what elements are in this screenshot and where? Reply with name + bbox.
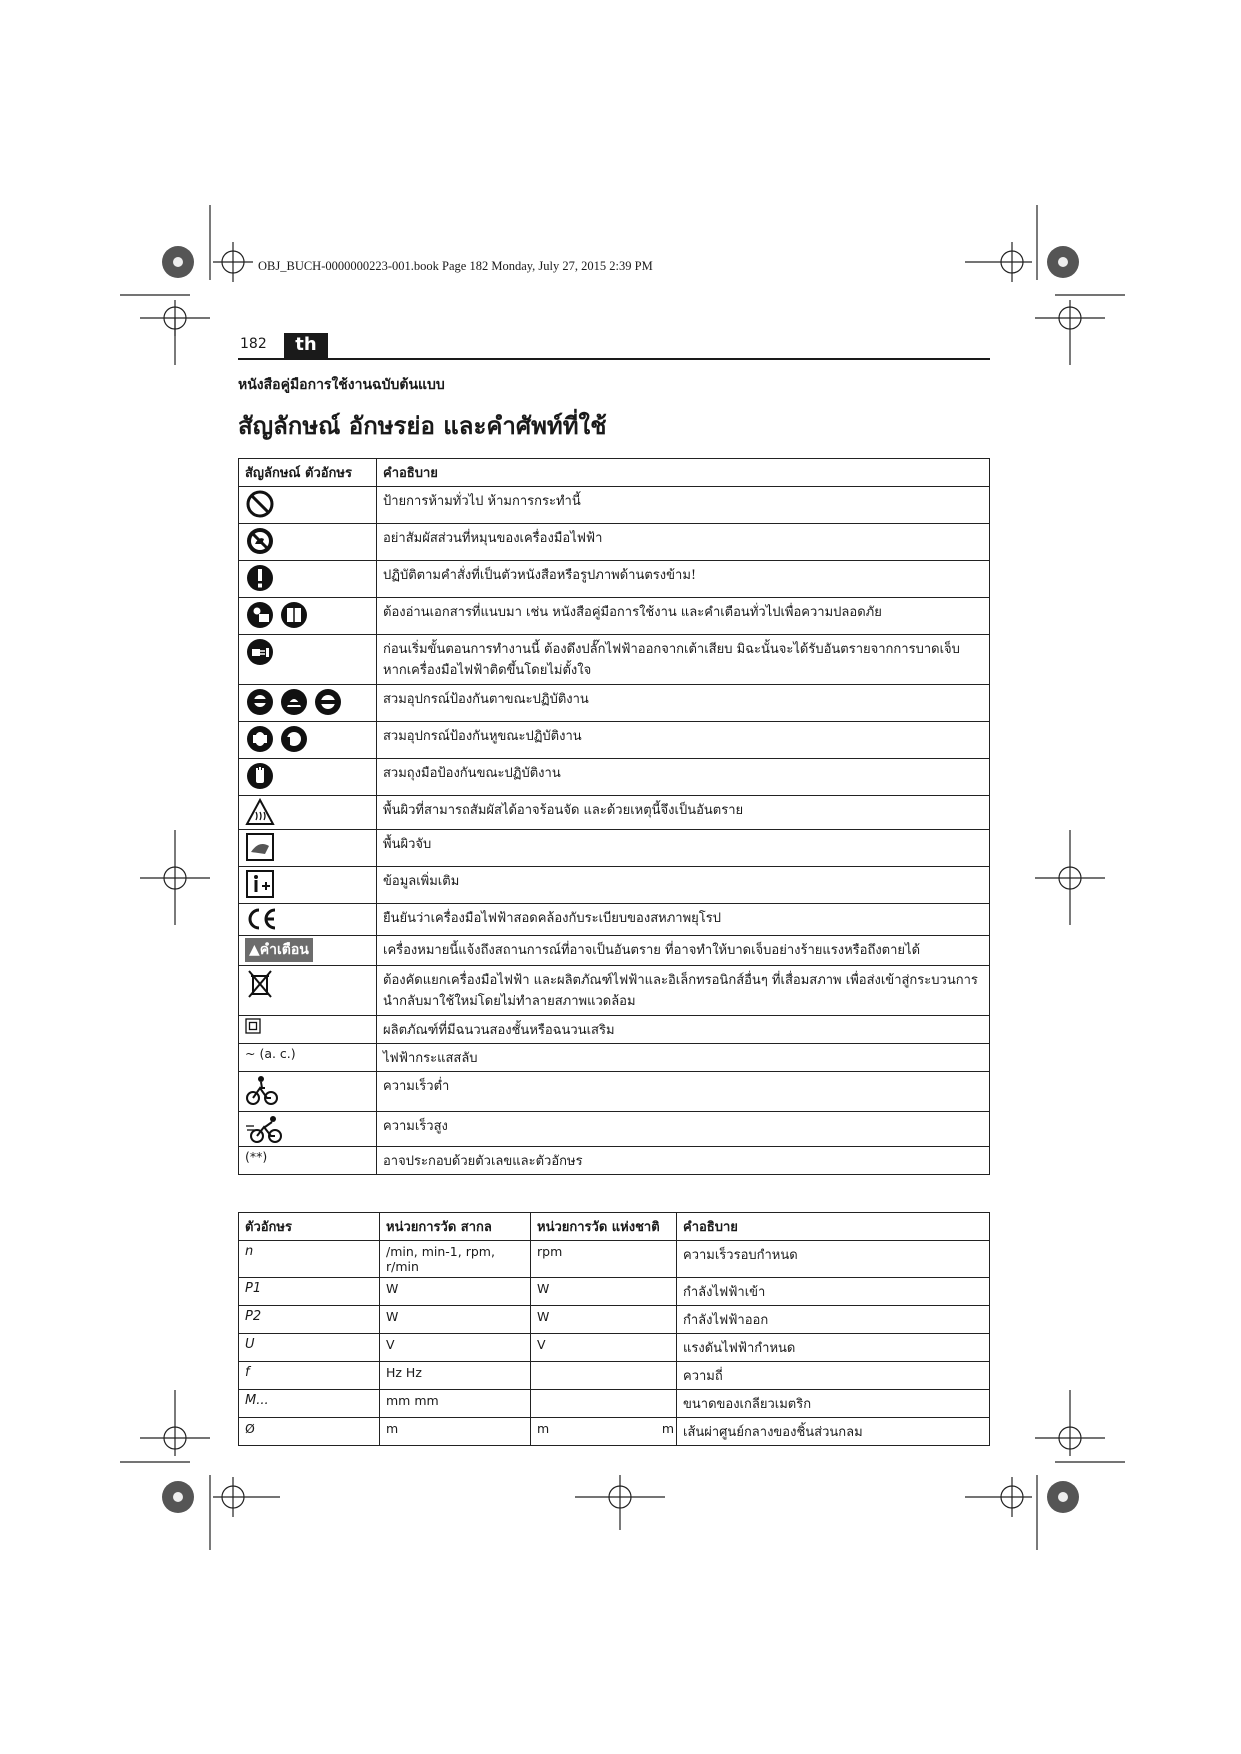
- prohibition-icon: [245, 489, 275, 519]
- no-touch-rotating-icon: [245, 526, 275, 556]
- symbol-description: สวมอุปกรณ์ป้องกันหูขณะปฏิบัติงาน: [377, 722, 990, 759]
- table-row: [239, 796, 990, 830]
- unit-description: กำลังไฟฟ้าออก: [677, 1306, 990, 1334]
- table-row: [239, 1147, 990, 1175]
- unplug-icon: [245, 637, 275, 667]
- table-row: [239, 487, 990, 524]
- table-row: [239, 867, 990, 904]
- si-unit: W: [380, 1278, 531, 1306]
- page-title: สัญลักษณ์ อักษรย่อ และคำศัพท์ที่ใช้: [238, 411, 607, 440]
- symbol-description: ยืนยันว่าเครื่องมือไฟฟ้าสอดคล้องกับระเบียบของสหภาพยุโรป: [377, 904, 990, 936]
- symbol-description: อาจประกอบด้วยตัวเลขและตัวอักษร: [377, 1147, 990, 1175]
- unit-symbol: P2: [239, 1306, 380, 1334]
- unit-symbol: Ø: [239, 1418, 380, 1446]
- national-unit: V: [531, 1334, 677, 1362]
- table-header-row: [239, 459, 990, 487]
- table-row: [239, 1016, 990, 1044]
- symbol-description: สวมอุปกรณ์ป้องกันตาขณะปฏิบัติงาน: [377, 685, 990, 722]
- symbol-description: ปฏิบัติตามคำสั่งที่เป็นตัวหนังสือหรือรูปภาพด้านตรงข้าม!: [377, 561, 990, 598]
- column-header: คำอธิบาย: [377, 459, 990, 487]
- si-unit: V: [380, 1334, 531, 1362]
- print-slug: OBJ_BUCH-0000000223-001.book Page 182 Monday, July 27, 2015 2:39 PM: [258, 259, 653, 273]
- column-header: สัญลักษณ์ ตัวอักษร: [239, 459, 377, 487]
- si-unit: mm mm: [380, 1390, 531, 1418]
- gloves-icon: [245, 761, 275, 791]
- symbols-table: [238, 458, 990, 1175]
- table-row: [239, 1044, 990, 1072]
- ce-mark-icon: [245, 906, 279, 932]
- symbol-description: ต้องอ่านเอกสารที่แนบมา เช่น หนังสือคู่มือการใช้งาน และคำเตือนทั่วไปเพื่อความปลอดภัย: [377, 598, 990, 635]
- hot-surface-icon: [245, 798, 275, 826]
- symbol-description: อย่าสัมผัสส่วนที่หมุนของเครื่องมือไฟฟ้า: [377, 524, 990, 561]
- grip-surface-icon: [245, 832, 275, 862]
- table-row: [239, 598, 990, 635]
- warning-badge-text: คำเตือน: [259, 942, 309, 958]
- table-header-row: [239, 1213, 990, 1241]
- info-icon: [245, 869, 275, 899]
- unit-description: ความถี่: [677, 1362, 990, 1390]
- table-row: [239, 1390, 990, 1418]
- units-table: [238, 1212, 990, 1446]
- table-row: [239, 685, 990, 722]
- symbol-description: ความเร็วสูง: [377, 1112, 990, 1147]
- read-manual-icon: [245, 600, 370, 630]
- eye-protection-icon: [245, 687, 370, 717]
- warning-badge: ▲คำเตือน: [245, 938, 313, 962]
- table-row: [239, 1362, 990, 1390]
- symbol-description: ข้อมูลเพิ่มเติม: [377, 867, 990, 904]
- unit-description: กำลังไฟฟ้าเข้า: [677, 1278, 990, 1306]
- table-row: [239, 1241, 990, 1278]
- unit-description: แรงดันไฟฟ้ากำหนด: [677, 1334, 990, 1362]
- table-row: [239, 904, 990, 936]
- table-row: [239, 1072, 990, 1112]
- table-row: [239, 1334, 990, 1362]
- unit-symbol: n: [239, 1241, 380, 1278]
- unit-symbol: U: [239, 1334, 380, 1362]
- si-unit: /min, min-1, rpm, r/min: [380, 1241, 531, 1278]
- unit-description: ความเร็วรอบกำหนด: [677, 1241, 990, 1278]
- unit-symbol: M...: [239, 1390, 380, 1418]
- table-row: [239, 759, 990, 796]
- symbol-description: ความเร็วต่ำ: [377, 1072, 990, 1112]
- table-row: [239, 966, 990, 1016]
- variable-symbol: (**): [239, 1147, 377, 1175]
- table-row: [239, 561, 990, 598]
- table-row: [239, 936, 990, 966]
- table-row: [239, 1418, 990, 1446]
- table-row: [239, 524, 990, 561]
- low-speed-icon: [245, 1074, 279, 1106]
- unit-symbol: P1: [239, 1278, 380, 1306]
- national-unit: [531, 1362, 677, 1390]
- table-row: [239, 722, 990, 759]
- column-header: คำอธิบาย: [677, 1213, 990, 1241]
- si-unit: Hz Hz: [380, 1362, 531, 1390]
- symbol-description: พื้นผิวจับ: [377, 830, 990, 867]
- si-unit: W: [380, 1306, 531, 1334]
- national-unit-value: m: [537, 1421, 550, 1436]
- weee-bin-icon: [245, 968, 275, 1000]
- table-row: [239, 1112, 990, 1147]
- national-unit: [531, 1390, 677, 1418]
- language-tab: th: [284, 333, 328, 358]
- stray-unit: m: [661, 1421, 674, 1436]
- symbol-description: ต้องคัดแยกเครื่องมือไฟฟ้า และผลิตภัณฑ์ไฟฟ้าและอิเล็กทรอนิกส์อื่นๆ ที่เสื่อมสภาพ เพื่อส่งเข้าสู่กระบวนการนำกลับมาใช้ใหม่โดยไม่ทำลายสภาพแวดล้อม: [377, 966, 990, 1016]
- header-rule: [238, 358, 990, 360]
- symbol-description: ผลิตภัณฑ์ที่มีฉนวนสองชั้นหรือฉนวนเสริม: [377, 1016, 990, 1044]
- national-unit: [531, 1418, 677, 1446]
- ear-protection-icon: [245, 724, 370, 754]
- table-row: [239, 1306, 990, 1334]
- symbol-description: พื้นผิวที่สามารถสัมผัสได้อาจร้อนจัด และด้วยเหตุนี้จึงเป็นอันตราย: [377, 796, 990, 830]
- national-unit: W: [531, 1278, 677, 1306]
- column-header: ตัวอักษร: [239, 1213, 380, 1241]
- unit-symbol: f: [239, 1362, 380, 1390]
- page-number: 182: [240, 336, 267, 352]
- symbol-description: ก่อนเริ่มขั้นตอนการทำงานนี้ ต้องดึงปลั๊กไฟฟ้าออกจากเต้าเสียบ มิฉะนั้นจะได้รับอันตรายจากการบาดเจ็บหากเครื่องมือไฟฟ้าติดขึ้นโดยไม่ตั้งใจ: [377, 635, 990, 685]
- high-speed-icon: [245, 1114, 285, 1144]
- column-header: หน่วยการวัด แห่งชาติ: [531, 1213, 677, 1241]
- double-insulation-icon: [245, 1018, 261, 1034]
- ac-symbol: ~ (a. c.): [239, 1044, 377, 1072]
- unit-description: เส้นผ่าศูนย์กลางของชิ้นส่วนกลม: [677, 1418, 990, 1446]
- symbol-description: ป้ายการห้ามทั่วไป ห้ามการกระทำนี้: [377, 487, 990, 524]
- table-row: [239, 1278, 990, 1306]
- symbol-description: เครื่องหมายนี้แจ้งถึงสถานการณ์ที่อาจเป็นอันตราย ที่อาจทำให้บาดเจ็บอย่างร้ายแรงหรือถึงตายได้: [377, 936, 990, 966]
- symbol-description: สวมถุงมือป้องกันขณะปฏิบัติงาน: [377, 759, 990, 796]
- national-unit: rpm: [531, 1241, 677, 1278]
- symbol-description: ไฟฟ้ากระแสสลับ: [377, 1044, 990, 1072]
- mandatory-exclamation-icon: [245, 563, 275, 593]
- table-row: [239, 635, 990, 685]
- si-unit: m: [380, 1418, 531, 1446]
- section-subhead: หนังสือคู่มือการใช้งานฉบับต้นแบบ: [238, 377, 445, 393]
- unit-description: ขนาดของเกลียวเมตริก: [677, 1390, 990, 1418]
- table-row: [239, 830, 990, 867]
- column-header: หน่วยการวัด สากล: [380, 1213, 531, 1241]
- national-unit: W: [531, 1306, 677, 1334]
